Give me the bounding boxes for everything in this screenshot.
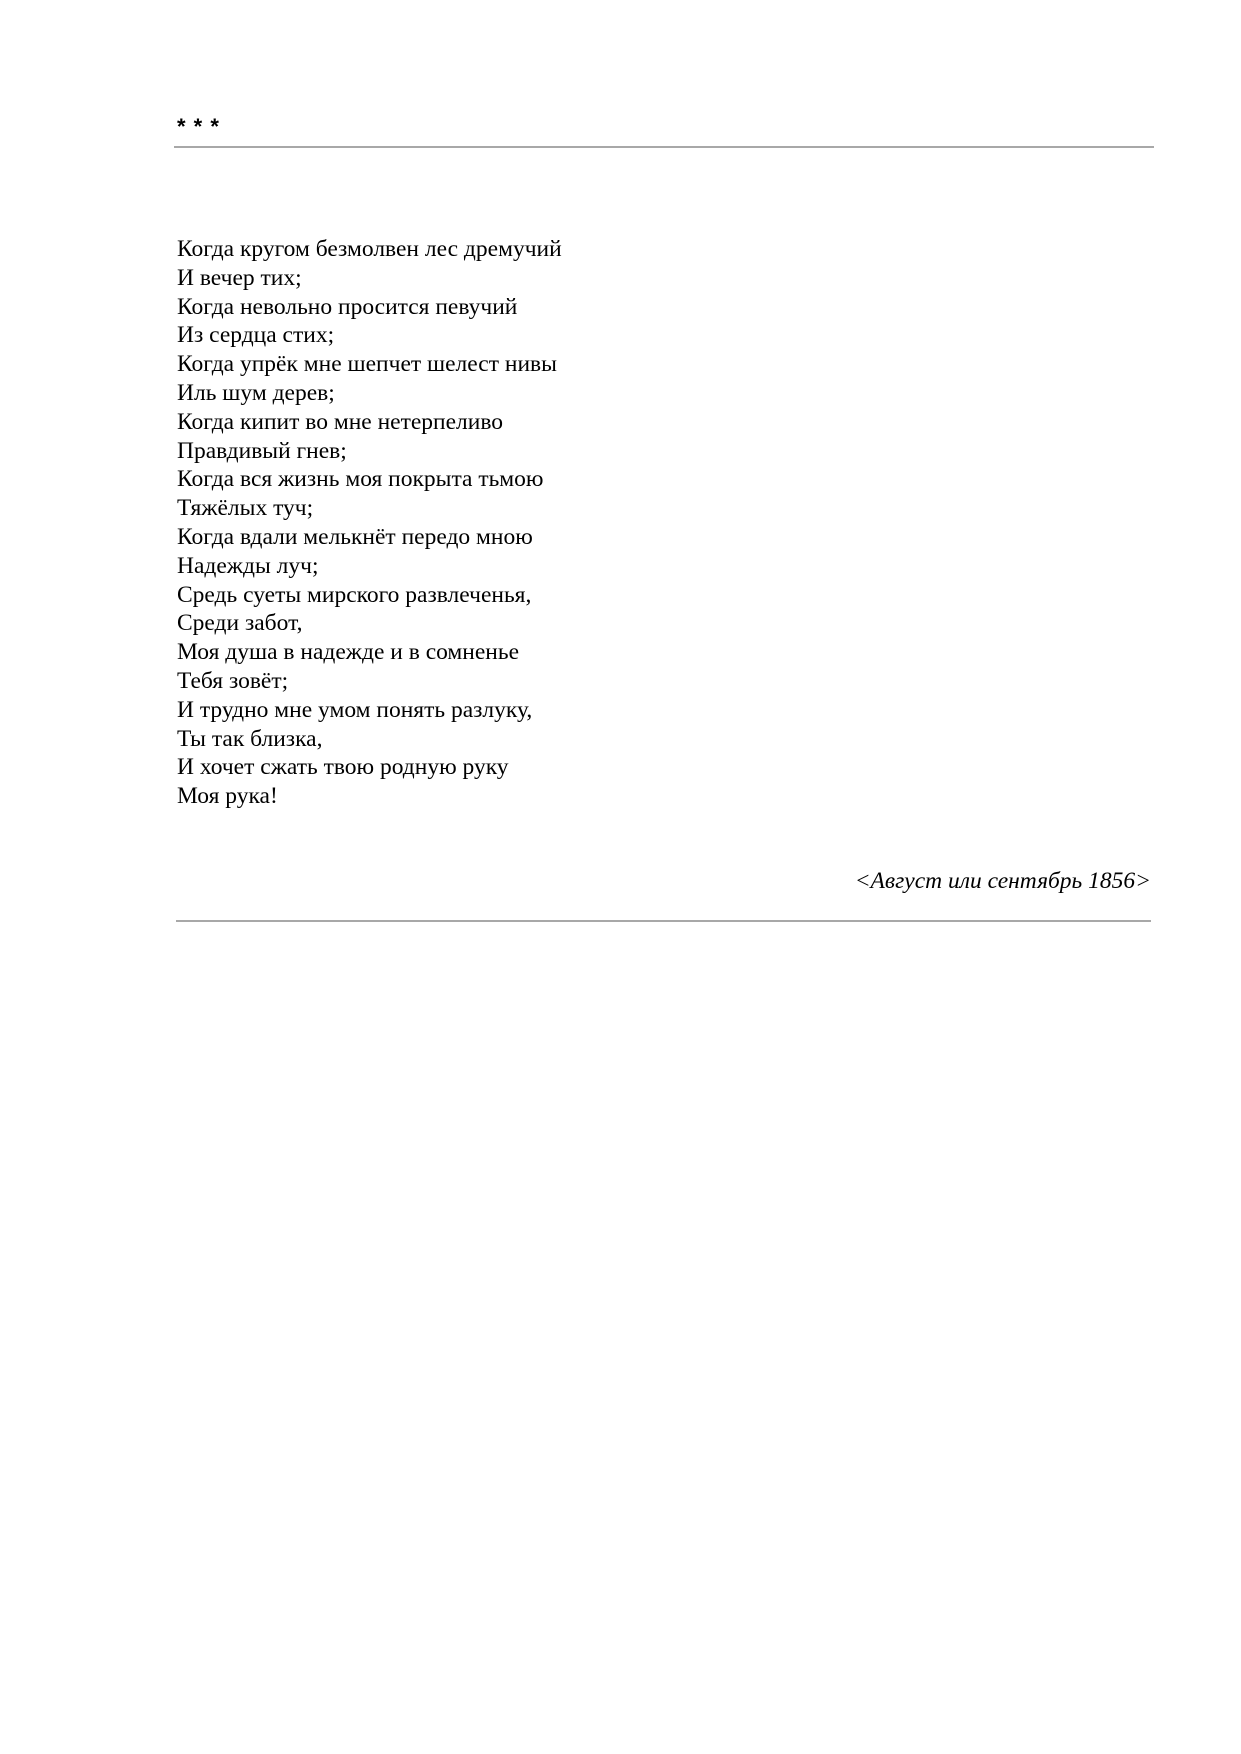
poem-line: Средь суеты мирского развлеченья, (177, 581, 532, 608)
poem-line: Когда вся жизнь моя покрыта тьмою (177, 466, 544, 493)
poem-line: И трудно мне умом понять разлуку, (177, 696, 533, 723)
top-divider (174, 146, 1154, 148)
poem-line: И хочет сжать твою родную руку (177, 754, 509, 781)
poem-line: Моя рука! (177, 783, 278, 810)
poem-line: Когда вдали мелькнёт передо мною (177, 523, 533, 550)
poem-line: Надежды луч; (177, 552, 319, 579)
bottom-divider (176, 920, 1151, 922)
poem-line: Ты так близка, (177, 725, 323, 752)
poem-line: Когда кипит во мне нетерпеливо (177, 408, 504, 435)
poem-line: Когда кругом безмолвен лес дремучий (177, 236, 562, 262)
poem-title: * * * (177, 114, 220, 139)
poem-line: И вечер тих; (177, 264, 302, 291)
poem-body (177, 235, 562, 811)
poem-line: Правдивый гнев; (177, 437, 347, 464)
poem-line: Из сердца стих; (177, 322, 335, 349)
poem-line: Тебя зовёт; (177, 667, 289, 694)
poem-line: Иль шум дерев; (177, 379, 335, 406)
poem-line: Когда упрёк мне шепчет шелест нивы (177, 351, 557, 378)
poem-line: Моя душа в надежде и в сомненье (177, 639, 520, 666)
poem-line: Среди забот, (177, 610, 303, 637)
poem-date: <Август или сентябрь 1856> (854, 868, 1151, 894)
poem-line: Тяжёлых туч; (177, 495, 314, 522)
poem-line: Когда невольно просится певучий (177, 293, 518, 320)
